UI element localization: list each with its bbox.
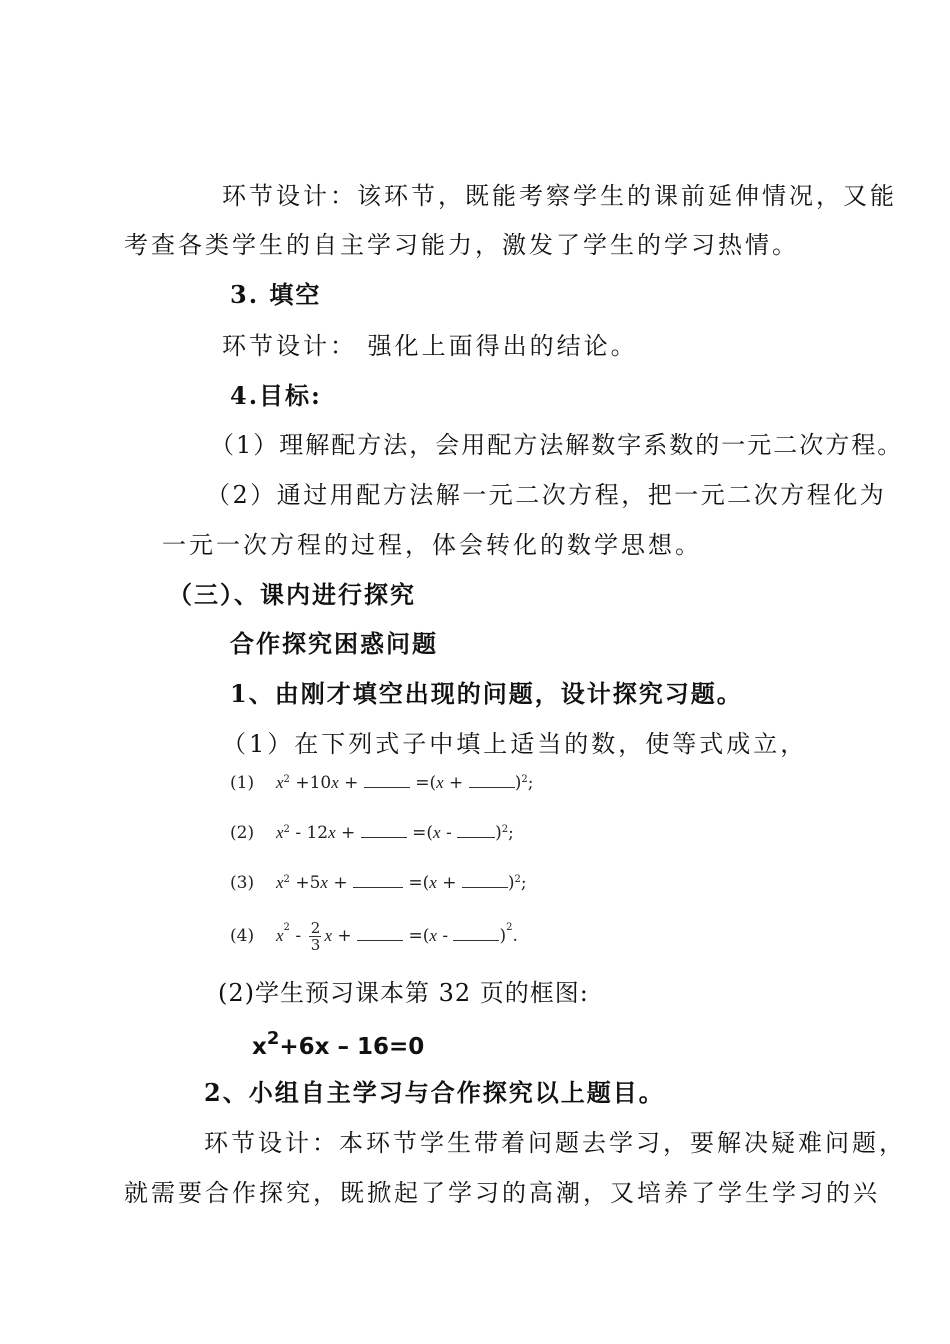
- math-var: x: [252, 1034, 267, 1060]
- math-var: x: [429, 873, 437, 892]
- fill-blank[interactable]: [364, 773, 410, 788]
- punctuation: ;: [527, 773, 534, 793]
- operator: -: [440, 823, 458, 843]
- operator: +: [327, 873, 353, 893]
- paragraph-line: 考查各类学生的自主学习能力，激发了学生的学习热情。: [124, 231, 799, 259]
- operator: =(: [403, 926, 430, 946]
- exercise-number: (1): [230, 773, 255, 793]
- coefficient: +5: [289, 873, 321, 893]
- operator: =(: [409, 773, 437, 793]
- fill-blank[interactable]: [361, 823, 407, 838]
- math-var: x: [320, 873, 328, 892]
- exercise-3: [230, 872, 527, 894]
- fill-blank[interactable]: [357, 926, 403, 941]
- sub-heading: 合作探究困惑问题: [230, 629, 438, 658]
- math-var: x: [324, 926, 333, 945]
- operator: +: [332, 926, 358, 946]
- denominator: 3: [310, 936, 321, 954]
- exponent: 2: [283, 922, 290, 933]
- item-heading: 2、小组自主学习与合作探究以上题目。: [204, 1078, 665, 1107]
- exponent: 2: [506, 922, 513, 933]
- coefficient: +10: [289, 773, 332, 793]
- fill-blank[interactable]: [457, 823, 495, 838]
- section-heading: （三）、课内进行探究: [168, 580, 416, 609]
- paragraph-line: 环节设计：本环节学生带着问题去学习，要解决疑难问题，: [204, 1129, 906, 1157]
- exponent: 2: [521, 774, 528, 785]
- question-line: (2)学生预习课本第 32 页的框图:: [218, 979, 589, 1007]
- equation: [252, 1028, 425, 1060]
- exponent: 2: [283, 824, 290, 835]
- operator: +: [335, 823, 361, 843]
- punctuation: ;: [508, 823, 514, 843]
- paren: ): [507, 873, 515, 893]
- math-var: x: [331, 773, 339, 792]
- goal-item: （1）理解配方法，会用配方法解数字系数的一元二次方程。: [210, 431, 904, 459]
- operator: +: [338, 773, 364, 793]
- exercise-number: (2): [230, 823, 255, 843]
- operator: +: [443, 773, 469, 793]
- numerator: 2: [310, 919, 321, 937]
- section-heading: 4.目标:: [230, 381, 322, 410]
- exercise-1: [230, 772, 533, 794]
- operator: -: [436, 926, 454, 946]
- exponent: 2: [283, 874, 290, 885]
- paragraph-line: 环节设计： 强化上面得出的结论。: [222, 332, 638, 360]
- goal-item: （2）通过用配方法解一元二次方程，把一元二次方程化为: [206, 481, 887, 509]
- exercise-2: [230, 822, 514, 844]
- exercise-number: (4): [230, 926, 255, 946]
- exponent: 2: [501, 824, 509, 835]
- math-var: x: [328, 823, 336, 842]
- math-var: x: [433, 823, 441, 842]
- fraction: [309, 920, 321, 953]
- math-var: x: [436, 773, 444, 792]
- paren: ): [495, 823, 502, 843]
- paragraph-line: 一元一次方程的过程，体会转化的数学思想。: [162, 531, 702, 559]
- math-var: x: [276, 773, 284, 792]
- fill-blank[interactable]: [353, 873, 403, 888]
- exponent: 2: [266, 1028, 280, 1049]
- section-heading: 3. 填空: [230, 280, 322, 309]
- operator: =(: [403, 873, 430, 893]
- exponent: 2: [283, 774, 290, 785]
- operator: -: [289, 926, 307, 946]
- punctuation: ;: [520, 873, 527, 893]
- coefficient: - 12: [289, 823, 329, 843]
- paren: ): [514, 773, 522, 793]
- math-var: x: [276, 823, 284, 842]
- exercise-4: [230, 920, 518, 953]
- math-var: x: [276, 873, 284, 892]
- operator: =(: [406, 823, 433, 843]
- fill-blank[interactable]: [462, 873, 508, 888]
- exercise-number: (3): [230, 873, 255, 893]
- operator: +: [436, 873, 462, 893]
- fill-blank[interactable]: [453, 926, 499, 941]
- math-var: x: [429, 926, 437, 945]
- fill-blank[interactable]: [469, 773, 515, 788]
- math-var: x: [276, 926, 284, 945]
- paragraph-line: 环节设计：该环节，既能考察学生的课前延伸情况，又能: [222, 182, 897, 210]
- exponent: 2: [514, 874, 521, 885]
- punctuation: .: [512, 926, 518, 946]
- equation-rest: +6x – 16=0: [279, 1034, 425, 1060]
- paragraph-line: 就需要合作探究，既掀起了学习的高潮，又培养了学生学习的兴: [124, 1179, 880, 1207]
- item-heading: 1、由刚才填空出现的问题，设计探究习题。: [230, 679, 743, 708]
- paren: ): [499, 926, 507, 946]
- question-line: （1）在下列式子中填上适当的数，使等式成立，: [222, 730, 808, 758]
